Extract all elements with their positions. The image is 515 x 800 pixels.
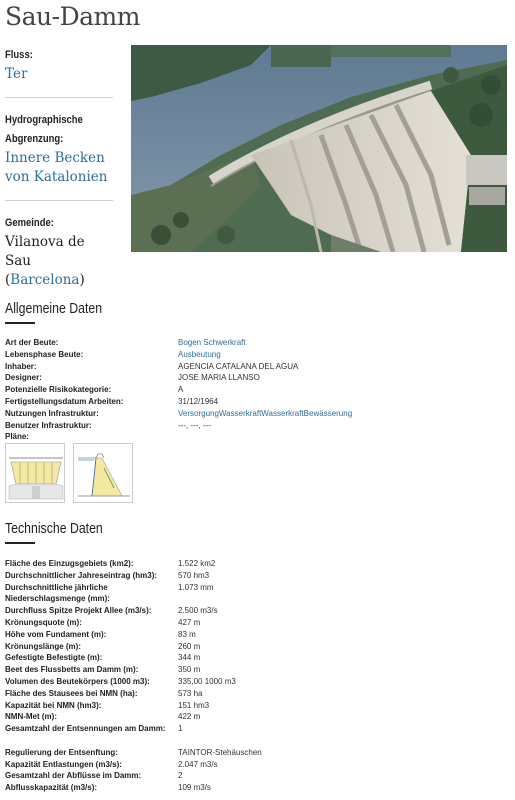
general-data-heading: Allgemeine Daten: [5, 300, 103, 317]
hydro-label-1: Hydrographische: [5, 114, 83, 126]
plan-section-icon: [74, 444, 133, 503]
hydro-link-line-2[interactable]: von Katalonien: [5, 169, 108, 185]
list-item: Nutzungen Infrastruktur: VersorgungWasserkraftWasserkraftBewässerung: [5, 408, 353, 418]
river-link[interactable]: Ter: [5, 66, 28, 82]
divider: [5, 200, 113, 201]
list-item: Durchfluss Spitze Projekt Allee (m3/s): 2.500 m3/s: [5, 606, 218, 616]
list-item: Beet des Flussbetts am Damm (m): 350 m: [5, 665, 201, 675]
list-item: Inhaber: AGENCIA CATALANA DEL AGUA: [5, 361, 299, 371]
province-link[interactable]: Barcelona: [10, 272, 80, 288]
list-item: Gesamtzahl der Entsennungen am Damm: 1: [5, 724, 183, 734]
list-item: Volumen des Beutekörpers (1000 m3): 335,00 1000 m3: [5, 676, 236, 686]
list-item: Kapazität bei NMN (hm3): 151 hm3: [5, 700, 210, 710]
plan-elevation-icon: [6, 444, 65, 503]
paren-close: ): [79, 272, 85, 288]
list-item: Fertigstellungsdatum Arbeiten: 31/12/1964: [5, 396, 219, 406]
divider: [5, 97, 113, 98]
hydro-label-2: Abgrenzung:: [5, 133, 64, 145]
list-item: Potenzielle Risikokategorie: A: [5, 385, 184, 395]
list-item: Gesamtzahl der Abflüsse im Damm: 2: [5, 771, 183, 781]
municipality-value: Vilanova de Sau: [5, 234, 85, 269]
list-item: Regulierung der Entsenftung: TAINTOR-Stehäuschen: [5, 747, 262, 757]
municipality-label: Gemeinde:: [5, 217, 54, 229]
list-item: Designer: JOSE MARIA LLANSO: [5, 373, 260, 383]
river-label: Fluss:: [5, 49, 33, 61]
list-item: NMN-Met (m): 422 m: [5, 712, 201, 722]
list-item: Höhe vom Fundament (m): 83 m: [5, 629, 196, 639]
list-item: Kapazität Entlastungen (m3/s): 2.047 m3/s: [5, 759, 218, 769]
dam-aerial-photo[interactable]: [131, 45, 507, 252]
list-item: Art der Beute: Bogen Schwerkraft: [5, 338, 246, 347]
page-title: Sau-Damm: [5, 2, 140, 31]
list-item: Benutzer Infrastruktur: ---, ---, ---: [5, 420, 211, 430]
hydro-link[interactable]: [5, 149, 113, 187]
summary-panel: [5, 46, 113, 290]
list-item: Fläche des Stausees bei NMN (ha): 573 ha: [5, 688, 203, 698]
paren-open: (: [5, 272, 11, 288]
list-item: Krönungslänge (m): 260 m: [5, 641, 201, 651]
technical-data-heading: Technische Daten: [5, 520, 103, 537]
province-line: [5, 271, 113, 290]
list-item: Durchschnittliche jährliche Niederschlagsmenge (mm): 1.073 mm: [5, 582, 214, 604]
plan-thumbnail-2[interactable]: [73, 443, 133, 503]
section-rule: [5, 542, 35, 544]
hydro-link-line-1[interactable]: Innere Becken: [5, 150, 105, 166]
plan-thumbnail-1[interactable]: [5, 443, 65, 503]
list-item: Fläche des Einzugsgebiets (km2): 1.522 km2: [5, 559, 216, 568]
list-item: Durchschnittlicher Jahreseintrag (hm3): 570 hm3: [5, 570, 210, 580]
general-data-list: [5, 337, 510, 443]
list-item: Abflusskapazität (m3/s): 109 m3/s: [5, 783, 211, 793]
list-item: Lebensphase Beute: Ausbeutung: [5, 349, 221, 359]
technical-data-list: [5, 558, 510, 794]
list-item: Gefestigte Befestigte (m): 344 m: [5, 653, 201, 663]
section-rule: [5, 322, 35, 324]
dam-photo-graphic: [131, 45, 507, 252]
list-item: Pläne:: [5, 432, 30, 442]
list-item: Krönungsquote (m): 427 m: [5, 617, 201, 627]
